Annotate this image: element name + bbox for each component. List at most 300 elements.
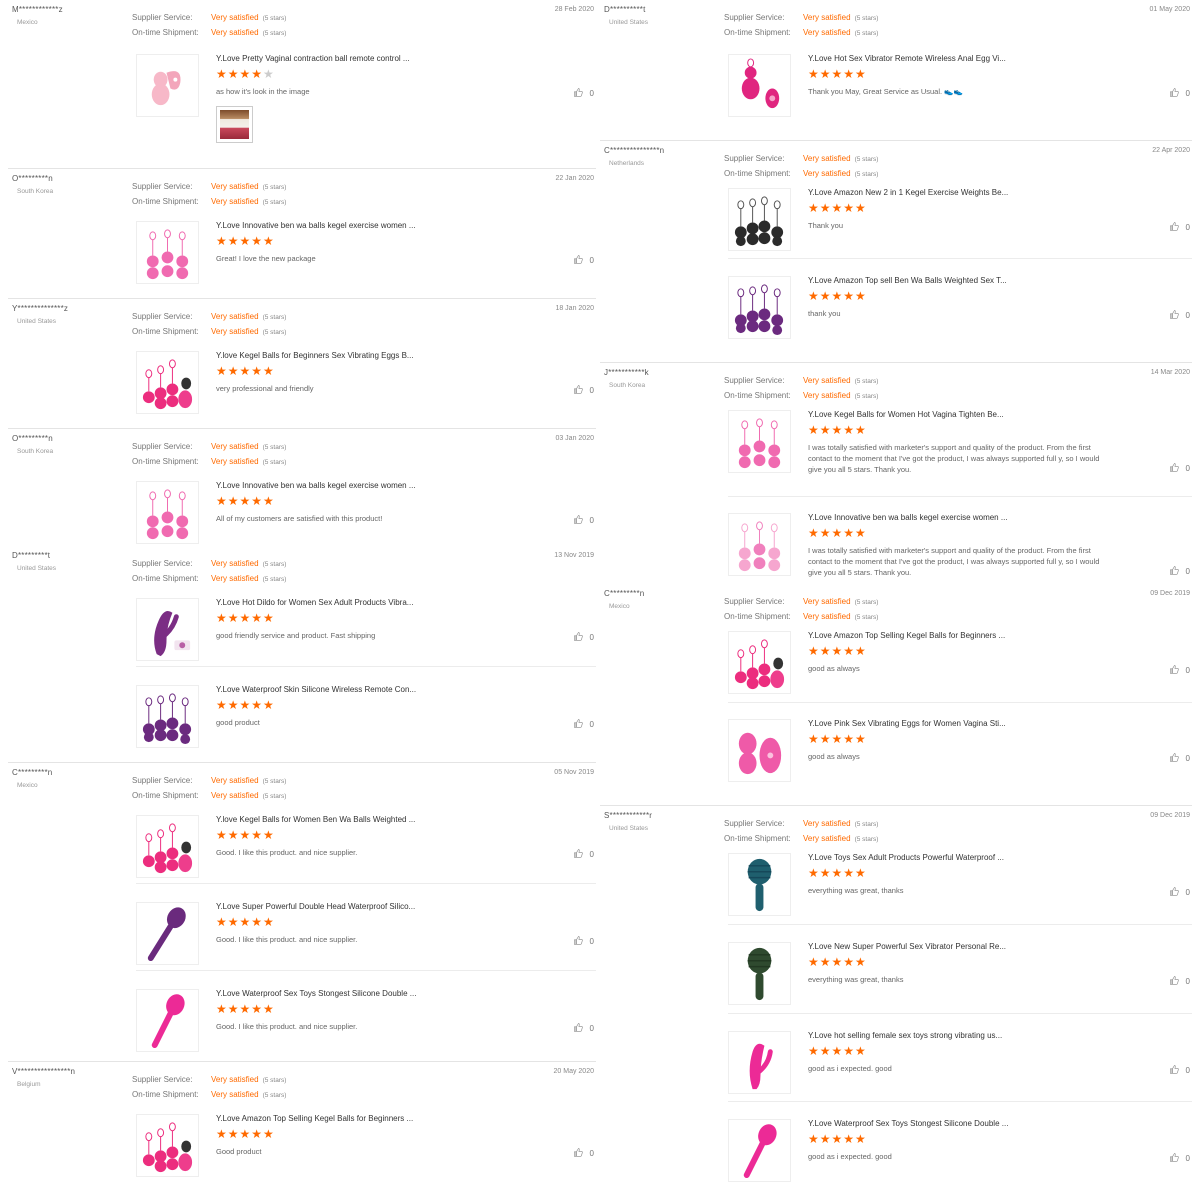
buyer-country: United States [17, 318, 57, 325]
supplier-service-label: Supplier Service: [724, 819, 785, 828]
review-date: 09 Dec 2019 [1150, 812, 1190, 819]
product-title-link[interactable]: Y.Love Innovative ben wa balls kegel exercise women ... [808, 513, 1008, 522]
supplier-service-rating [132, 13, 286, 24]
supplier-service-label: Supplier Service: [132, 312, 193, 321]
buyer-info [604, 589, 714, 610]
product-thumbnail[interactable] [136, 54, 199, 117]
buyer-info [604, 5, 714, 26]
supplier-service-label: Supplier Service: [132, 776, 193, 785]
like-count: 0 [1185, 888, 1190, 897]
product-divider [728, 496, 1192, 497]
product-star-rating: ★★★★★ [216, 364, 275, 378]
buyer-name: M************z [12, 5, 63, 14]
product-review [136, 54, 596, 118]
buyer-country: Netherlands [609, 160, 645, 167]
supplier-service-value: Very satisfied [211, 442, 259, 451]
product-title-link[interactable]: Y.Love Amazon Top sell Ben Wa Balls Weighted Sex T... [808, 276, 1007, 285]
supplier-service-stars-note: (5 stars) [262, 444, 287, 451]
review-comment: I was totally satisfied with marketer's support and quality of the product. From the first contact to the moment that I've got the product, I was always supported full y, so I would give you all 5 stars. Thank you. [808, 546, 1100, 577]
supplier-service-value: Very satisfied [211, 312, 259, 321]
product-title-link[interactable]: Y.Love New Super Powerful Sex Vibrator Personal Re... [808, 942, 1007, 951]
review-date: 05 Nov 2019 [554, 769, 594, 776]
helpful-like-button[interactable] [1169, 462, 1190, 475]
thumbs-up-icon [1169, 1064, 1180, 1077]
product-star-rating: ★★★★★ [216, 494, 275, 508]
ontime-shipment-label: On-time Shipment: [132, 574, 199, 583]
teal-wand-icon [729, 854, 790, 915]
ontime-shipment-stars-note: (5 stars) [262, 30, 287, 37]
buyer-info [12, 304, 122, 325]
product-star-rating: ★★★★★ [808, 732, 867, 746]
supplier-service-value: Very satisfied [803, 154, 851, 163]
ontime-shipment-value: Very satisfied [211, 574, 259, 583]
supplier-service-stars-note: (5 stars) [262, 184, 287, 191]
review-card [600, 584, 1192, 805]
review-date: 20 May 2020 [553, 1068, 594, 1075]
ontime-shipment-value: Very satisfied [211, 28, 259, 37]
thumbs-up-icon [1169, 462, 1180, 475]
product-review [136, 1114, 596, 1178]
helpful-like-button[interactable] [573, 631, 594, 644]
buyer-info [12, 174, 122, 195]
review-card [8, 1061, 596, 1200]
ontime-shipment-value: Very satisfied [211, 327, 259, 336]
product-thumbnail[interactable] [136, 351, 199, 414]
thumbs-up-icon [1169, 309, 1180, 322]
review-card [8, 428, 596, 546]
review-card [600, 140, 1192, 362]
review-card [600, 805, 1192, 1200]
review-comment: All of my customers are satisfied with this product! [216, 514, 383, 523]
helpful-like-button[interactable] [1169, 1152, 1190, 1165]
product-divider [728, 1013, 1192, 1014]
product-star-rating: ★★★★★ [808, 526, 867, 540]
like-count: 0 [1185, 977, 1190, 986]
product-thumbnail[interactable] [728, 942, 791, 1005]
helpful-like-button[interactable] [1169, 664, 1190, 677]
product-review [728, 853, 1192, 917]
product-thumbnail[interactable] [136, 481, 199, 544]
buyer-country: South Korea [609, 382, 646, 389]
buyer-country: South Korea [17, 448, 54, 455]
product-title-link[interactable]: Y.Love Kegel Balls for Women Hot Vagina Tighten Be... [808, 410, 1004, 419]
helpful-like-button[interactable] [573, 718, 594, 731]
product-thumbnail[interactable] [136, 989, 199, 1052]
ontime-shipment-rating [724, 612, 878, 623]
ontime-shipment-stars-note: (5 stars) [262, 793, 287, 800]
buyer-info [12, 551, 122, 572]
review-card [8, 546, 596, 762]
supplier-service-value: Very satisfied [211, 1075, 259, 1084]
buyer-info [12, 768, 122, 789]
thumbs-up-icon [573, 631, 584, 644]
product-star-rating: ★★★★★ [216, 1127, 275, 1141]
helpful-like-button[interactable] [573, 254, 594, 267]
purple-wand-icon [137, 903, 198, 964]
product-star-rating: ★★★★★ [808, 201, 867, 215]
ontime-shipment-stars-note: (5 stars) [262, 459, 287, 466]
review-comment: thank you [808, 309, 841, 318]
supplier-service-value: Very satisfied [803, 819, 851, 828]
buyer-info [12, 5, 122, 26]
supplier-service-rating [132, 312, 286, 323]
kegel-balls-set-icon [729, 632, 790, 693]
review-comment: Great! I love the new package [216, 254, 316, 263]
product-title-link[interactable]: Y.Love Hot Dildo for Women Sex Adult Products Vibra... [216, 598, 414, 607]
helpful-like-button[interactable] [573, 1022, 594, 1035]
ontime-shipment-stars-note: (5 stars) [262, 576, 287, 583]
ontime-shipment-rating [132, 197, 286, 208]
supplier-service-rating [132, 559, 286, 570]
product-thumbnail[interactable] [136, 1114, 199, 1177]
supplier-service-stars-note: (5 stars) [262, 561, 287, 568]
product-title-link[interactable]: Y.Love hot selling female sex toys strong vibrating us... [808, 1031, 1003, 1040]
buyer-info [12, 434, 122, 455]
like-count: 0 [1185, 311, 1190, 320]
thumbs-up-icon [573, 1022, 584, 1035]
buyer-name: S************r [604, 811, 653, 820]
thumbs-up-icon [1169, 221, 1180, 234]
buyer-country: Mexico [17, 19, 38, 26]
product-title-link[interactable]: Y.Love Waterproof Skin Silicone Wireless Remote Con... [216, 685, 417, 694]
ontime-shipment-value: Very satisfied [211, 197, 259, 206]
supplier-service-label: Supplier Service: [132, 182, 193, 191]
like-count: 0 [589, 516, 594, 525]
ontime-shipment-label: On-time Shipment: [132, 457, 199, 466]
supplier-service-stars-note: (5 stars) [854, 156, 879, 163]
product-review [136, 221, 596, 285]
thumbs-up-icon [1169, 886, 1180, 899]
purple-kegel-balls-icon [137, 686, 198, 747]
helpful-like-button[interactable] [1169, 87, 1190, 100]
ontime-shipment-stars-note: (5 stars) [262, 199, 287, 206]
product-thumbnail[interactable] [728, 513, 791, 576]
product-title-link[interactable]: Y.Love Amazon Top Selling Kegel Balls for Beginners ... [216, 1114, 414, 1123]
supplier-service-value: Very satisfied [803, 376, 851, 385]
product-review [136, 598, 596, 662]
supplier-service-value: Very satisfied [803, 13, 851, 22]
helpful-like-button[interactable] [573, 514, 594, 527]
product-thumbnail[interactable] [728, 853, 791, 916]
product-review [728, 410, 1192, 480]
helpful-like-button[interactable] [573, 848, 594, 861]
product-title-link[interactable]: Y.love Kegel Balls for Women Ben Wa Balls Weighted ... [216, 815, 416, 824]
like-count: 0 [1185, 223, 1190, 232]
buyer-name: O*********n [12, 434, 53, 443]
review-date: 14 Mar 2020 [1150, 369, 1190, 376]
supplier-service-stars-note: (5 stars) [262, 778, 287, 785]
review-date: 22 Apr 2020 [1152, 147, 1190, 154]
thumbs-up-icon [1169, 664, 1180, 677]
thumbs-up-icon [573, 87, 584, 100]
ontime-shipment-stars-note: (5 stars) [854, 171, 879, 178]
supplier-service-rating [132, 1075, 286, 1086]
buyer-info [604, 146, 714, 167]
helpful-like-button[interactable] [1169, 565, 1190, 578]
buyer-name: Y**************z [12, 304, 69, 313]
supplier-service-stars-note: (5 stars) [262, 15, 287, 22]
pink-wand-icon [729, 1120, 790, 1181]
review-comment: very professional and friendly [216, 384, 314, 393]
ontime-shipment-value: Very satisfied [803, 612, 851, 621]
like-count: 0 [1185, 89, 1190, 98]
helpful-like-button[interactable] [573, 384, 594, 397]
product-star-rating: ★★★★★ [216, 828, 275, 842]
buyer-name: O*********n [12, 174, 53, 183]
buyer-name: C*********n [12, 768, 53, 777]
review-date: 09 Dec 2019 [1150, 590, 1190, 597]
supplier-service-label: Supplier Service: [724, 597, 785, 606]
helpful-like-button[interactable] [573, 87, 594, 100]
helpful-like-button[interactable] [1169, 886, 1190, 899]
product-star-rating: ★★★★★ [808, 866, 867, 880]
like-count: 0 [1185, 464, 1190, 473]
product-divider [728, 924, 1192, 925]
like-count: 0 [589, 256, 594, 265]
buyer-name: D**********t [604, 5, 646, 14]
thumbs-up-icon [573, 254, 584, 267]
product-review [728, 54, 1192, 118]
buyer-info [604, 368, 714, 389]
ontime-shipment-rating [724, 169, 878, 180]
ontime-shipment-label: On-time Shipment: [724, 169, 791, 178]
product-thumbnail[interactable] [136, 221, 199, 284]
pink-wand-icon [137, 990, 198, 1051]
ontime-shipment-stars-note: (5 stars) [854, 393, 879, 400]
ontime-shipment-label: On-time Shipment: [724, 834, 791, 843]
review-comment: Thank you May, Great Service as Usual. 👟👟 [808, 87, 963, 96]
supplier-service-rating [724, 154, 878, 165]
thumbs-up-icon [573, 384, 584, 397]
product-star-rating: ★★★★★ [808, 423, 867, 437]
product-thumbnail[interactable] [136, 902, 199, 965]
product-star-rating: ★★★★★ [216, 611, 275, 625]
thumbs-up-icon [1169, 1152, 1180, 1165]
ontime-shipment-label: On-time Shipment: [132, 1090, 199, 1099]
product-thumbnail[interactable] [728, 188, 791, 251]
supplier-service-stars-note: (5 stars) [854, 821, 879, 828]
ontime-shipment-label: On-time Shipment: [724, 28, 791, 37]
ontime-shipment-rating [724, 834, 878, 845]
supplier-service-value: Very satisfied [211, 776, 259, 785]
product-title-link[interactable]: Y.Love Pretty Vaginal contraction ball remote control ... [216, 54, 410, 63]
pink-egg-vibrator-icon [729, 55, 790, 116]
helpful-like-button[interactable] [1169, 1064, 1190, 1077]
like-count: 0 [589, 1024, 594, 1033]
ontime-shipment-rating [724, 391, 878, 402]
thumbs-up-icon [573, 514, 584, 527]
supplier-service-label: Supplier Service: [132, 442, 193, 451]
purple-kegel-balls-icon [729, 277, 790, 338]
product-thumbnail[interactable] [728, 631, 791, 694]
helpful-like-button[interactable] [1169, 221, 1190, 234]
thumbs-up-icon [1169, 565, 1180, 578]
product-review [728, 942, 1192, 1006]
kegel-balls-icon [137, 482, 198, 543]
product-star-rating: ★★★★★ [216, 1002, 275, 1016]
pink-rabbit-vibrator-icon [729, 1032, 790, 1093]
ontime-shipment-value: Very satisfied [211, 457, 259, 466]
product-thumbnail[interactable] [728, 54, 791, 117]
helpful-like-button[interactable] [573, 1147, 594, 1160]
supplier-service-label: Supplier Service: [132, 1075, 193, 1084]
supplier-service-value: Very satisfied [211, 13, 259, 22]
supplier-service-rating [724, 819, 878, 830]
ontime-shipment-label: On-time Shipment: [724, 612, 791, 621]
like-count: 0 [1185, 1066, 1190, 1075]
product-title-link[interactable]: Y.Love Waterproof Sex Toys Stongest Silicone Double ... [808, 1119, 1009, 1128]
ontime-shipment-stars-note: (5 stars) [854, 614, 879, 621]
product-title-link[interactable]: Y.Love Super Powerful Double Head Waterproof Silico... [216, 902, 416, 911]
product-thumbnail[interactable] [136, 598, 199, 661]
thumbs-up-icon [573, 1147, 584, 1160]
ontime-shipment-rating [132, 457, 286, 468]
ontime-shipment-label: On-time Shipment: [132, 327, 199, 336]
like-count: 0 [589, 937, 594, 946]
like-count: 0 [589, 633, 594, 642]
product-thumbnail[interactable] [136, 815, 199, 878]
helpful-like-button[interactable] [1169, 975, 1190, 988]
product-review [728, 188, 1192, 252]
helpful-like-button[interactable] [1169, 309, 1190, 322]
buyer-country: Mexico [17, 782, 38, 789]
supplier-service-label: Supplier Service: [132, 13, 193, 22]
review-comment: good as i expected. good [808, 1152, 892, 1161]
review-comment: Good. I like this product. and nice supplier. [216, 1022, 358, 1031]
product-divider [728, 1101, 1192, 1102]
kegel-balls-set-icon [137, 352, 198, 413]
product-title-link[interactable]: Y.Love Pink Sex Vibrating Eggs for Women Vagina Sti... [808, 719, 1006, 728]
ontime-shipment-stars-note: (5 stars) [262, 1092, 287, 1099]
product-divider [728, 702, 1192, 703]
kegel-balls-light-icon [729, 514, 790, 575]
review-comment: Good product [216, 1147, 262, 1156]
product-review [136, 481, 596, 545]
review-comment: I was totally satisfied with marketer's support and quality of the product. From the first contact to the moment that I've got the product, I was always supported full y, so I would give you all 5 stars. Thank you. [808, 443, 1100, 474]
ontime-shipment-rating [132, 574, 286, 585]
supplier-service-label: Supplier Service: [724, 13, 785, 22]
product-thumbnail[interactable] [728, 1119, 791, 1182]
supplier-service-stars-note: (5 stars) [854, 599, 879, 606]
review-date: 22 Jan 2020 [555, 175, 594, 182]
thumbs-up-icon [1169, 87, 1180, 100]
product-thumbnail[interactable] [728, 276, 791, 339]
product-thumbnail[interactable] [728, 1031, 791, 1094]
thumbs-up-icon [573, 935, 584, 948]
like-count: 0 [589, 1149, 594, 1158]
black-kegel-balls-icon [729, 189, 790, 250]
review-comment: as how it's look in the image [216, 87, 310, 96]
review-date: 13 Nov 2019 [554, 552, 594, 559]
review-card [8, 762, 596, 1061]
pink-vibrating-eggs-icon [729, 720, 790, 781]
review-comment: Good. I like this product. and nice supplier. [216, 935, 358, 944]
helpful-like-button[interactable] [573, 935, 594, 948]
product-title-link[interactable]: Y.Love Waterproof Sex Toys Stongest Silicone Double ... [216, 989, 417, 998]
like-count: 0 [589, 850, 594, 859]
buyer-country: Mexico [609, 603, 630, 610]
product-review [728, 719, 1192, 783]
product-title-link[interactable]: Y.Love Hot Sex Vibrator Remote Wireless Anal Egg Vi... [808, 54, 1006, 63]
product-title-link[interactable]: Y.love Kegel Balls for Beginners Sex Vibrating Eggs B... [216, 351, 414, 360]
ontime-shipment-stars-note: (5 stars) [854, 836, 879, 843]
review-comment: good as always [808, 664, 860, 673]
product-review [728, 1031, 1192, 1095]
product-title-link[interactable]: Y.Love Toys Sex Adult Products Powerful Waterproof ... [808, 853, 1004, 862]
product-review [136, 902, 596, 966]
product-star-rating: ★★★★★ [808, 955, 867, 969]
buyer-name: C***************n [604, 146, 665, 155]
product-star-rating: ★★★★★ [216, 234, 275, 248]
supplier-service-stars-note: (5 stars) [854, 15, 879, 22]
helpful-like-button[interactable] [1169, 752, 1190, 765]
supplier-service-rating [132, 442, 286, 453]
product-star-rating: ★★★★★ [216, 698, 275, 712]
ontime-shipment-label: On-time Shipment: [724, 391, 791, 400]
product-review [136, 989, 596, 1053]
product-thumbnail[interactable] [136, 685, 199, 748]
supplier-service-label: Supplier Service: [724, 154, 785, 163]
review-card [8, 168, 596, 298]
ontime-shipment-rating [132, 1090, 286, 1101]
product-title-link[interactable]: Y.Love Innovative ben wa balls kegel exercise women ... [216, 221, 416, 230]
ontime-shipment-rating [132, 327, 286, 338]
like-count: 0 [589, 386, 594, 395]
product-divider [728, 258, 1192, 259]
like-count: 0 [1185, 754, 1190, 763]
review-photo-attachment[interactable] [216, 106, 253, 143]
supplier-service-label: Supplier Service: [132, 559, 193, 568]
review-comment: everything was great, thanks [808, 886, 904, 895]
ontime-shipment-value: Very satisfied [803, 28, 851, 37]
supplier-service-stars-note: (5 stars) [262, 1077, 287, 1084]
product-review [136, 351, 596, 415]
green-wand-icon [729, 943, 790, 1004]
ontime-shipment-stars-note: (5 stars) [854, 30, 879, 37]
ontime-shipment-label: On-time Shipment: [132, 791, 199, 800]
like-count: 0 [1185, 1154, 1190, 1163]
product-title-link[interactable]: Y.Love Amazon New 2 in 1 Kegel Exercise Weights Be... [808, 188, 1009, 197]
supplier-service-value: Very satisfied [211, 559, 259, 568]
ontime-shipment-value: Very satisfied [803, 169, 851, 178]
product-star-rating: ★★★★★ [808, 67, 867, 81]
review-date: 18 Jan 2020 [555, 305, 594, 312]
product-review [728, 276, 1192, 340]
product-title-link[interactable]: Y.Love Amazon Top Selling Kegel Balls for Beginners ... [808, 631, 1006, 640]
review-card [600, 0, 1192, 140]
buyer-name: V****************n [12, 1067, 76, 1076]
kegel-balls-set-icon [137, 1115, 198, 1176]
product-title-link[interactable]: Y.Love Innovative ben wa balls kegel exercise women ... [216, 481, 416, 490]
product-thumbnail[interactable] [728, 410, 791, 473]
buyer-country: Belgium [17, 1081, 41, 1088]
product-star-rating: ★★★★★ [216, 67, 275, 81]
review-comment: good as i expected. good [808, 1064, 892, 1073]
ontime-shipment-rating [724, 28, 878, 39]
like-count: 0 [1185, 666, 1190, 675]
ontime-shipment-value: Very satisfied [803, 391, 851, 400]
review-comment: good friendly service and product. Fast shipping [216, 631, 376, 640]
like-count: 0 [589, 89, 594, 98]
review-comment: Good. I like this product. and nice supplier. [216, 848, 358, 857]
supplier-service-stars-note: (5 stars) [262, 314, 287, 321]
review-comment: Thank you [808, 221, 844, 230]
supplier-service-value: Very satisfied [211, 182, 259, 191]
like-count: 0 [1185, 567, 1190, 576]
product-divider [136, 970, 596, 971]
product-thumbnail[interactable] [728, 719, 791, 782]
supplier-service-rating [724, 597, 878, 608]
